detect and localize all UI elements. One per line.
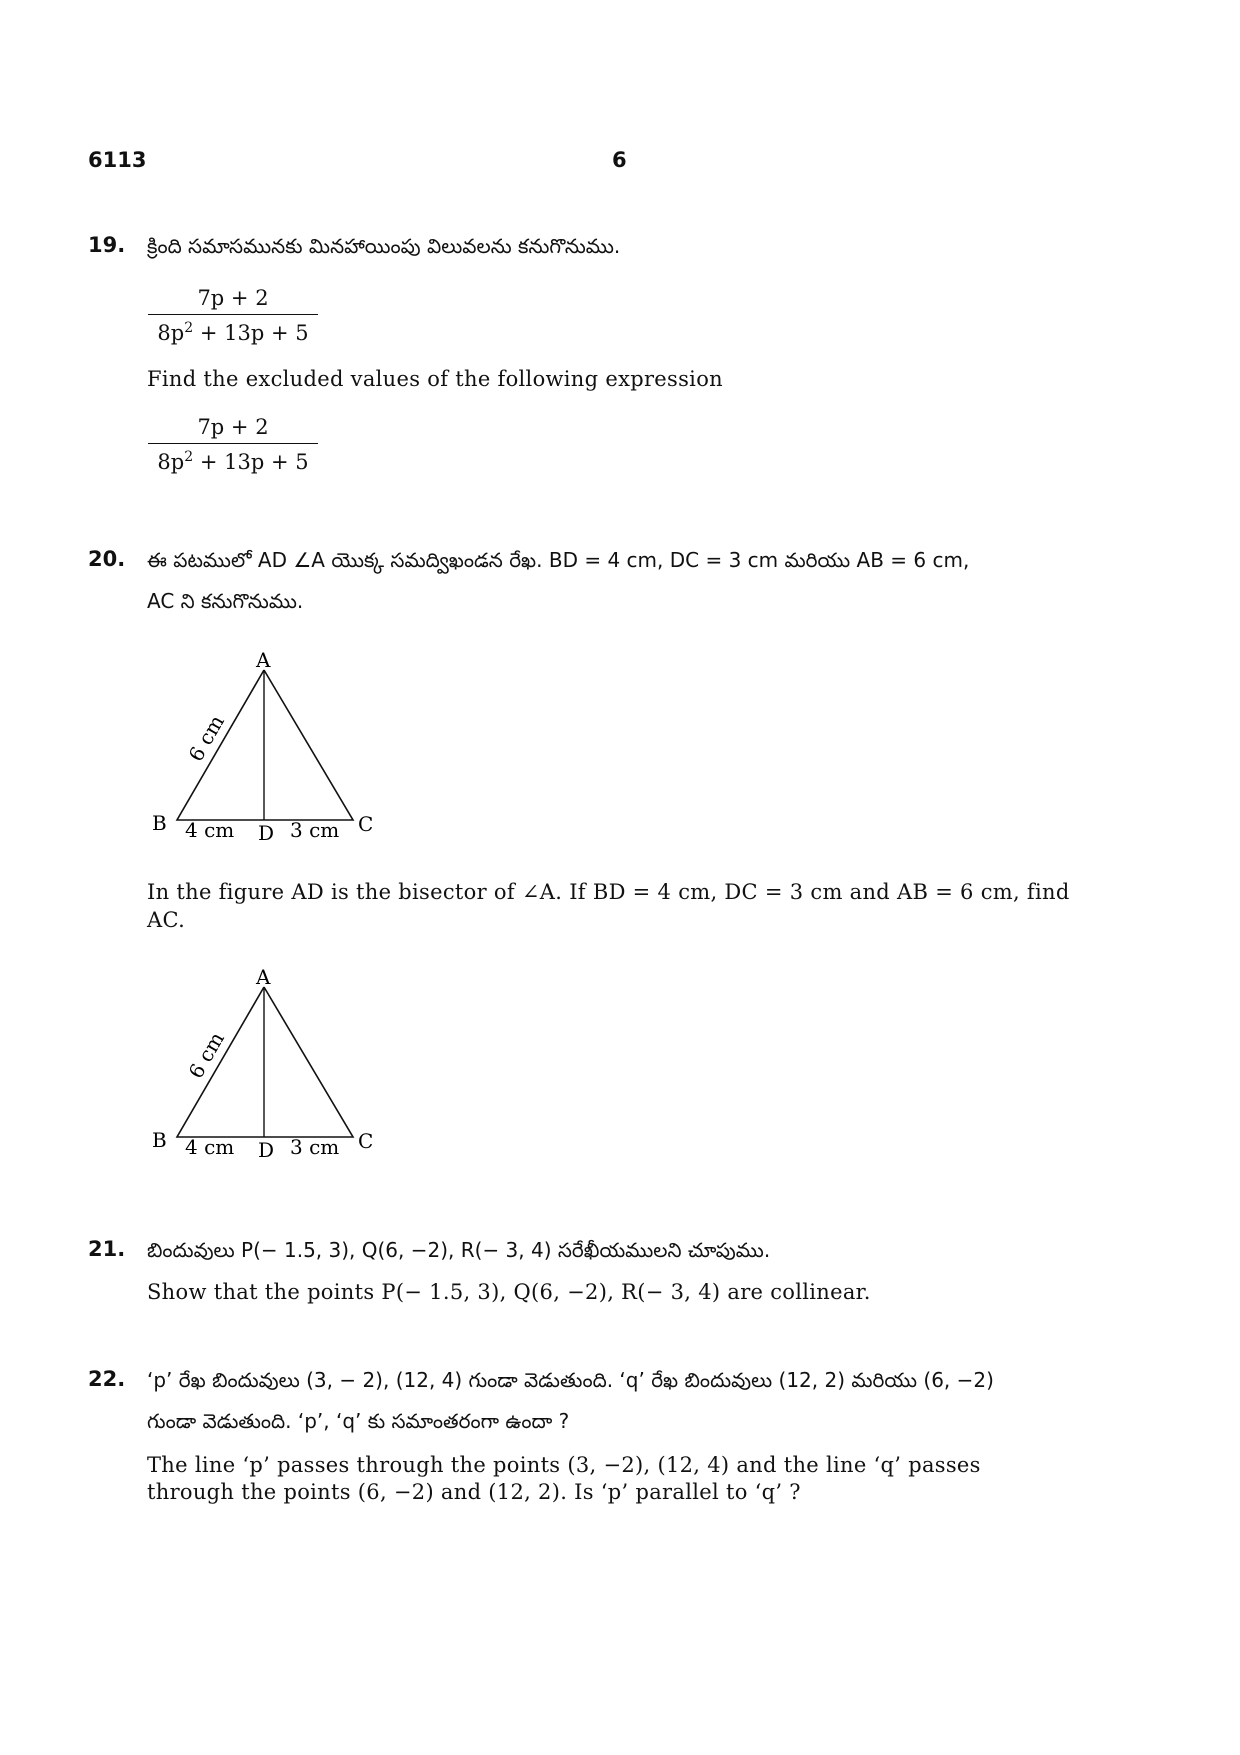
question-22-telugu-line2: గుండా వెడుతుంది. ‘p’, ‘q’ కు సమాంతరంగా ఉందా ? bbox=[147, 1409, 570, 1433]
question-20-telugu-line2: AC ని కనుగొనుము. bbox=[147, 589, 304, 613]
dc-length-label: 3 cm bbox=[290, 818, 340, 842]
paper-code: 6113 bbox=[88, 148, 147, 172]
ab-length-label: 6 cm bbox=[183, 710, 229, 766]
ab-length-label: 6 cm bbox=[183, 1027, 229, 1083]
vertex-c-label: C bbox=[358, 812, 374, 836]
question-21-number: 21. bbox=[88, 1237, 126, 1261]
dc-length-label: 3 cm bbox=[290, 1135, 340, 1159]
fraction-denominator: $8p^2 + 13p + 5$ bbox=[148, 314, 318, 345]
vertex-a-label: A bbox=[256, 648, 271, 672]
point-d-label: D bbox=[258, 821, 275, 845]
bd-length-label: 4 cm bbox=[185, 1135, 235, 1159]
fraction-denominator: $8p^2 + 13p + 5$ bbox=[148, 443, 318, 474]
bd-length-label: 4 cm bbox=[185, 818, 235, 842]
question-21-english: Show that the points P(− 1.5, 3), Q(6, −2), R(− 3, 4) are collinear. bbox=[147, 1280, 871, 1304]
triangle-figure-1 bbox=[140, 640, 400, 860]
question-21-telugu: బిందువులు P(− 1.5, 3), Q(6, −2), R(− 3, 4) సరేఖీయములని చూపుము. bbox=[147, 1238, 771, 1262]
question-22-english-line2: through the points (6, −2) and (12, 2). Is ‘p’ parallel to ‘q’ ? bbox=[147, 1480, 801, 1504]
question-19-english: Find the excluded values of the following expression bbox=[147, 367, 723, 391]
question-22-english-line1: The line ‘p’ passes through the points (3, −2), (12, 4) and the line ‘q’ passes bbox=[147, 1453, 981, 1477]
question-19-fraction-telugu bbox=[148, 286, 318, 345]
question-20-number: 20. bbox=[88, 547, 126, 571]
vertex-b-label: B bbox=[152, 811, 167, 835]
question-19-fraction-english bbox=[148, 415, 318, 474]
question-22-number: 22. bbox=[88, 1367, 126, 1391]
vertex-c-label: C bbox=[358, 1129, 374, 1153]
page-number: 6 bbox=[612, 148, 627, 172]
question-20-telugu-line1: ఈ పటములో AD ∠A యొక్క సమద్విఖండన రేఖ. BD = 4 cm, DC = 3 cm మరియు AB = 6 cm, bbox=[147, 548, 970, 572]
point-d-label: D bbox=[258, 1138, 275, 1162]
question-22-telugu-line1: ‘p’ రేఖ బిందువులు (3, − 2), (12, 4) గుండా వెడుతుంది. ‘q’ రేఖ బిందువులు (12, 2) మరియు (6, −2) bbox=[147, 1368, 994, 1392]
question-19-telugu: క్రింది సమాసమునకు మినహాయింపు విలువలను కనుగొనుము. bbox=[147, 234, 621, 258]
vertex-a-label: A bbox=[256, 965, 271, 989]
triangle-figure-2 bbox=[140, 957, 400, 1177]
vertex-b-label: B bbox=[152, 1128, 167, 1152]
fraction-numerator: 7p + 2 bbox=[197, 415, 269, 439]
fraction-numerator: 7p + 2 bbox=[197, 286, 269, 310]
question-19-number: 19. bbox=[88, 233, 126, 257]
question-20-english-line1: In the figure AD is the bisector of ∠A. If BD = 4 cm, DC = 3 cm and AB = 6 cm, find bbox=[147, 880, 1070, 904]
question-20-english-line2: AC. bbox=[147, 908, 186, 932]
